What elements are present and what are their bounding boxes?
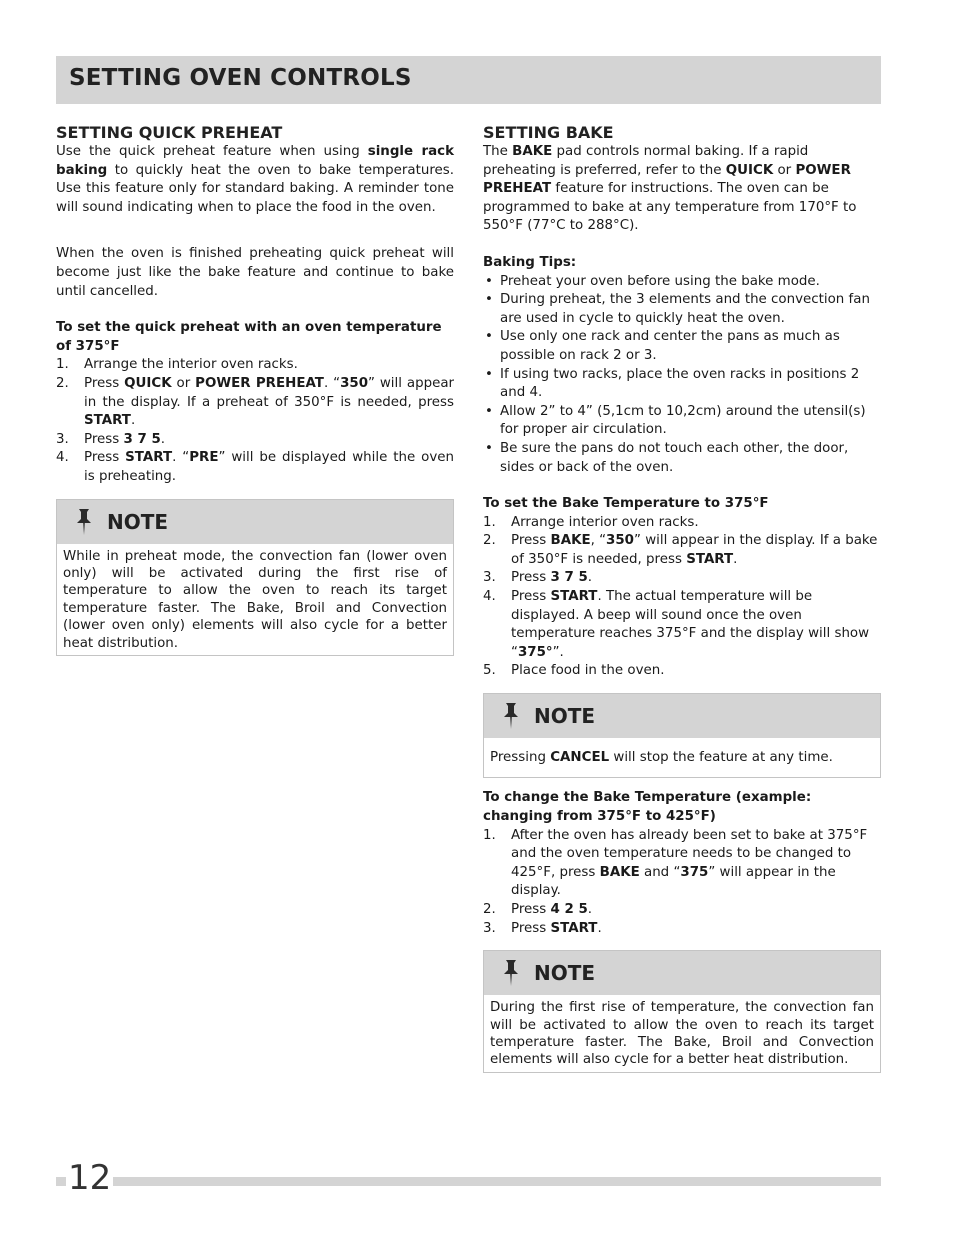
note-box-convection: [483, 950, 881, 1073]
quick-preheat-steps: [56, 356, 454, 486]
list-item: 4. Press START. “PRE” will be displayed while the oven is preheating.: [56, 450, 454, 484]
note-header: [484, 694, 880, 738]
section-heading-bake: SETTING BAKE: [483, 123, 614, 142]
list-item: 2. Press BAKE, “350” will appear in the display. If a bake of 350°F is needed, press START.: [483, 533, 878, 567]
list-item: • Be sure the pans do not touch each other, the door, sides or back of the oven.: [485, 440, 849, 475]
pushpin-icon: [500, 958, 522, 988]
list-item: 3. Press 3 7 5.: [56, 431, 166, 447]
baking-tips-list: [483, 273, 881, 478]
section-heading-quick-preheat: SETTING QUICK PREHEAT: [56, 123, 283, 142]
note-box-preheat: [56, 499, 454, 656]
note-title: NOTE: [107, 509, 169, 534]
header-bar: [56, 56, 881, 104]
list-item: 2. Press QUICK or POWER PREHEAT. “350” will appear in the display. If a preheat of 350°F is needed, press START.: [56, 375, 455, 429]
note-text: During the first rise of temperature, the convection fan will be activated to allow the oven to reach its target temperature faster. The Bake, Broil and Convection elements will also cycle for a better heat distribution.: [490, 1000, 874, 1068]
bake-temp-subhead: To set the Bake Temperature to 375°F: [483, 496, 769, 512]
note-header: [484, 951, 880, 995]
list-item: 2. Press 4 2 5.: [483, 902, 593, 917]
pushpin-icon: [73, 507, 95, 537]
list-item: • Use only one rack and center the pans as much as possible on rack 2 or 3.: [485, 329, 840, 363]
note-title: NOTE: [534, 704, 596, 729]
change-temp-subhead: To change the Bake Temperature (example: changing from 375°F to 425°F): [483, 790, 812, 825]
list-item: 4. Press START. The actual temperature will be displayed. A beep will sound once the oven temperature reaches 375°F and the display will show “375°”.: [483, 589, 870, 660]
list-item: 5. Place food in the oven.: [483, 663, 665, 679]
pushpin-icon: [500, 701, 522, 731]
list-item: 1. Arrange interior oven racks.: [483, 514, 699, 530]
note-header: [57, 500, 453, 544]
page-title: SETTING OVEN CONTROLS: [69, 65, 412, 91]
left-column: [56, 123, 454, 656]
note-title: NOTE: [534, 961, 596, 986]
quick-preheat-intro: Use the quick preheat feature when using single rack baking to quickly heat the oven to bake temperatures. Use this feature only for standard baking. A reminder tone will sound indicating when to place the food in the oven.: [56, 144, 455, 215]
list-item: 3. Press 3 7 5.: [483, 570, 593, 586]
list-item: • If using two racks, place the oven racks in positions 2 and 4.: [485, 366, 860, 401]
footer-bar: [56, 1177, 881, 1186]
bake-intro: The BAKE pad controls normal baking. If a rapid preheating is preferred, refer to the QUICK or POWER PREHEAT feature for instructions. The oven can be programmed to bake at any temperature from 170°F to 550°F (77°C to 288°C).: [483, 144, 857, 234]
list-item: 1. After the oven has already been set to bake at 375°F and the oven temperature needs to be changed to 425°F, press BAKE and “375” will appear in the display.: [483, 827, 868, 899]
list-item: • Allow 2” to 4” (5,1cm to 10,2cm) around the utensil(s) for proper air circulation.: [485, 403, 866, 438]
list-item: 3. Press START.: [483, 920, 602, 936]
right-column: [483, 123, 881, 1073]
list-item: • Preheat your oven before using the bake mode.: [485, 273, 820, 289]
list-item: • During preheat, the 3 elements and the convection fan are used in cycle to quickly heat the oven.: [485, 292, 870, 326]
page-number: 12: [68, 1158, 112, 1198]
quick-preheat-para2: When the oven is finished preheating quick preheat will become just like the bake feature and continue to bake until cancelled.: [56, 246, 454, 299]
baking-tips-title: Baking Tips:: [483, 254, 577, 270]
note-text: Pressing CANCEL will stop the feature at any time.: [490, 750, 833, 766]
note-text: While in preheat mode, the convection fan (lower oven only) will be activated during the first rise of temperature to allow the oven to reach its target temperature faster. The Bake, Broil and Convection (lower oven only) elements will also cycle for a better heat distribution.: [63, 548, 447, 651]
change-temp-steps: [483, 827, 881, 939]
quick-preheat-subhead: To set the quick preheat with an oven temperature of 375°F: [56, 320, 442, 354]
bake-steps: [483, 514, 881, 681]
list-item: 1. Arrange the interior oven racks.: [56, 357, 298, 373]
note-box-cancel: [483, 693, 881, 778]
